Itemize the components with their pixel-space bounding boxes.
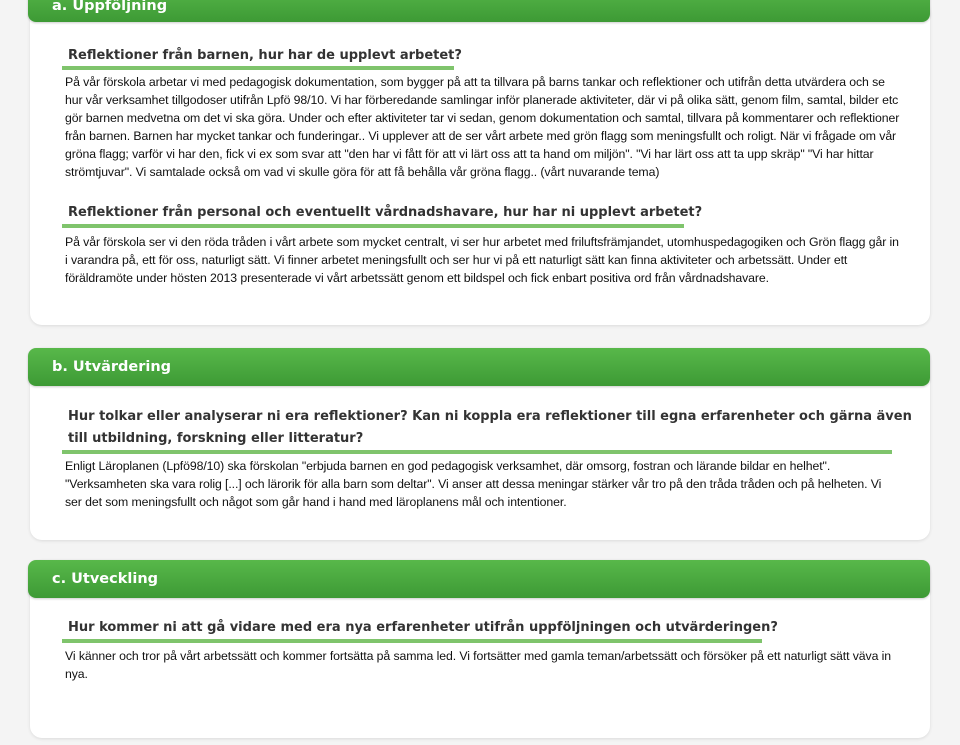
question-underline (62, 66, 454, 70)
question-analysis-line2: till utbildning, forskning eller litteratur? (68, 431, 364, 446)
question-children-reflections: Reflektioner från barnen, hur har de upplevt arbetet? (68, 48, 462, 63)
answer-analysis: Enligt Läroplanen (Lpfö98/10) ska förskolan "erbjuda barnen en god pedagogisk verksamhet, där omsorg, fostran och lärande bildar en helhet". "Verksamheten ska vara rolig [...] och lärorik för alla barn som deltar". Vi anser att dessa meningar stärker vår tro på den tråda tråden och på helheten. Vi ser det som meningsfullt och något som går hand i hand med läroplanens mål och intentioner. (65, 459, 882, 509)
question-analysis-line1: Hur tolkar eller analyserar ni era reflektioner? Kan ni koppla era reflektioner till egna erfarenheter och gärna även (68, 409, 912, 424)
answer-children-reflections: På vår förskola arbetar vi med pedagogisk dokumentation, som bygger på att ta tillvara på barns tankar och reflektioner och utifrån detta utvärdera och se hur vår verksamhet tillgodoser utifrån Lpfö 98/10. Vi har förberedande samlingar inför planerade aktiviteter, där vi på olika sätt, genom film, samtal, bilder etc gör barnen medvetna om det vi ska göra. Under och efter aktiviteter tar vi sedan, genom dokumentation och samtal, tillvara på kommentarer och reflektioner från barnen. Barnen har mycket tankar och funderingar.. Vi upplever att de ser vårt arbete med grön flagg som meningsfullt och roligt. När vi frågade om vår gröna flagg; varför vi har den, fick vi ex som svar att "den har vi fått för att vi lärt oss att ta hand om miljön". "Vi har lärt oss att ta upp skräp" "Vi har hittar strömtjuvar". Vi samtalade också om vad vi skulle göra för att få behålla vår gröna flagg.. (vårt nuvarande tema) (65, 75, 900, 179)
question-staff-reflections: Reflektioner från personal och eventuellt vårdnadshavare, hur har ni upplevt arbetet? (68, 205, 703, 220)
question-underline (62, 639, 762, 643)
question-development: Hur kommer ni att gå vidare med era nya erfarenheter utifrån uppföljningen och utvärderingen? (68, 620, 778, 635)
section-b-header: b. Utvärdering (28, 348, 930, 386)
section-a-header: a. Uppföljning (28, 0, 930, 22)
question-underline (62, 450, 892, 454)
question-underline (62, 224, 684, 228)
section-c-header: c. Utveckling (28, 560, 930, 598)
answer-development: Vi känner och tror på vårt arbetssätt och kommer fortsätta på samma led. Vi fortsätter med gamla teman/arbetssätt och försöker på ett naturligt sätt väva in nya. (65, 649, 891, 681)
answer-staff-reflections: På vår förskola ser vi den röda tråden i vårt arbete som mycket centralt, vi ser hur arbetet med friluftsfrämjandet, utomhuspedagogiken och Grön flagg går in i varandra på, ett för oss, naturligt sätt. Vi finner arbetet meningsfullt och ser hur vi på ett naturligt sätt kan finna aktiviteter och arbetssätt. Under ett föräldramöte under hösten 2013 presenterade vi vårt arbetssätt genom ett bildspel och fick enbart positiva ord från vårdnadshavare. (65, 235, 899, 285)
